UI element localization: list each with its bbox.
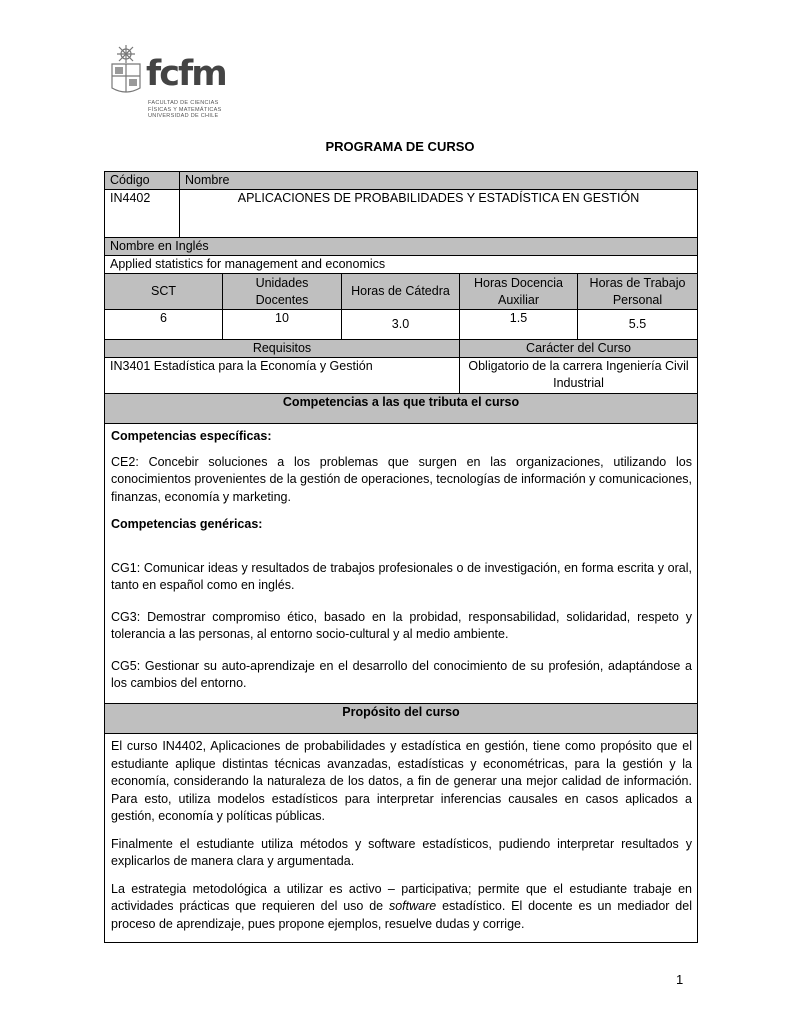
hours-value-sct: 6 (105, 310, 223, 340)
competencies-content (105, 424, 698, 704)
name-label: Nombre (180, 172, 698, 190)
competency-cg3: CG3: Demostrar compromiso ético, basado en la probidad, responsabilidad, solidaridad, respeto y tolerancia a las personas, al entorno socio-cultural y al medio ambiente. (111, 609, 692, 641)
competencies-title: Competencias a las que tributa el curso (105, 394, 698, 424)
competency-cg1: CG1: Comunicar ideas y resultados de trabajos profesionales o de investigación, en forma escrita y oral, tanto en español como en inglés. (111, 560, 692, 592)
purpose-paragraph: Finalmente el estudiante utiliza métodos y software estadísticos, pudiendo interpretar resultados y explicarlos de manera clara y argumentada. (111, 836, 692, 868)
english-name: Applied statistics for management and economics (105, 256, 698, 274)
logo-subtitle-line: UNIVERSIDAD DE CHILE (148, 113, 219, 119)
hours-header-units: Unidades Docentes (223, 274, 342, 310)
logo-subtitle-line: FACULTAD DE CIENCIAS (148, 100, 219, 106)
generic-competencies-heading: Competencias genéricas: (111, 517, 263, 531)
requirements-value: IN3401 Estadística para la Economía y Gestión (105, 358, 460, 394)
competency-cg5: CG5: Gestionar su auto-aprendizaje en el desarrollo del conocimiento de su profesión, adaptándose a los cambios del entorno. (111, 658, 692, 690)
requirements-label: Requisitos (105, 340, 460, 358)
purpose-content (105, 734, 698, 943)
competency-ce2: CE2: Concebir soluciones a los problemas que surgen en las organizaciones, utilizando los conocimientos provenientes de la gestión de operaciones, tecnologías de información y comunicaciones, finanzas, economía y marketing. (111, 454, 692, 504)
english-name-label: Nombre en Inglés (105, 238, 698, 256)
purpose-paragraph: La estrategia metodológica a utilizar es activo – participativa; permite que el estudiante trabaje en actividades prácticas que requieren del uso de software estadístico. El docente es un mediador del proceso de aprendizaje, pues propone ejemplos, resuelve dudas y corrige. (111, 881, 692, 931)
course-character-label: Carácter del Curso (460, 340, 698, 358)
course-character-value: Obligatorio de la carrera Ingeniería Civil Industrial (460, 358, 698, 394)
hours-header-personal: Horas de Trabajo Personal (578, 274, 698, 310)
purpose-paragraph: El curso IN4402, Aplicaciones de probabilidades y estadística en gestión, tiene como propósito que el estudiante aplique distintas técnicas avanzadas, estadísticas y econométricas, para la gestión y la economía, considerando la naturaleza de los datos, a fin de generar una mejor calidad de información. Para esto, utiliza modelos estadísticos para interpretar inferencias causales en casos aplicados a gestión, economía y políticas públicas. (111, 739, 692, 823)
logo-wordmark: fcfm (146, 54, 226, 94)
course-name: APLICACIONES DE PROBABILIDADES Y ESTADÍSTICA EN GESTIÓN (180, 190, 698, 238)
purpose-title: Propósito del curso (105, 704, 698, 734)
hours-header-sct: SCT (105, 274, 223, 310)
page-title: PROGRAMA DE CURSO (325, 139, 475, 154)
logo-subtitle-line: FÍSICAS Y MATEMÁTICAS (148, 106, 222, 113)
hours-value-auxiliary: 1.5 (460, 310, 578, 340)
hours-header-lecture: Horas de Cátedra (342, 274, 460, 310)
code-label: Código (105, 172, 180, 190)
hours-value-lecture: 3.0 (342, 310, 460, 340)
course-code: IN4402 (105, 190, 180, 238)
software-emphasis: software (388, 899, 437, 913)
course-info-table (104, 171, 698, 943)
hours-value-personal: 5.5 (578, 310, 698, 340)
specific-competencies-heading: Competencias específicas: (111, 429, 272, 443)
hours-value-units: 10 (223, 310, 342, 340)
fcfm-logo (108, 44, 233, 126)
hours-header-auxiliary: Horas Docencia Auxiliar (460, 274, 578, 310)
page-number: 1 (676, 972, 684, 987)
